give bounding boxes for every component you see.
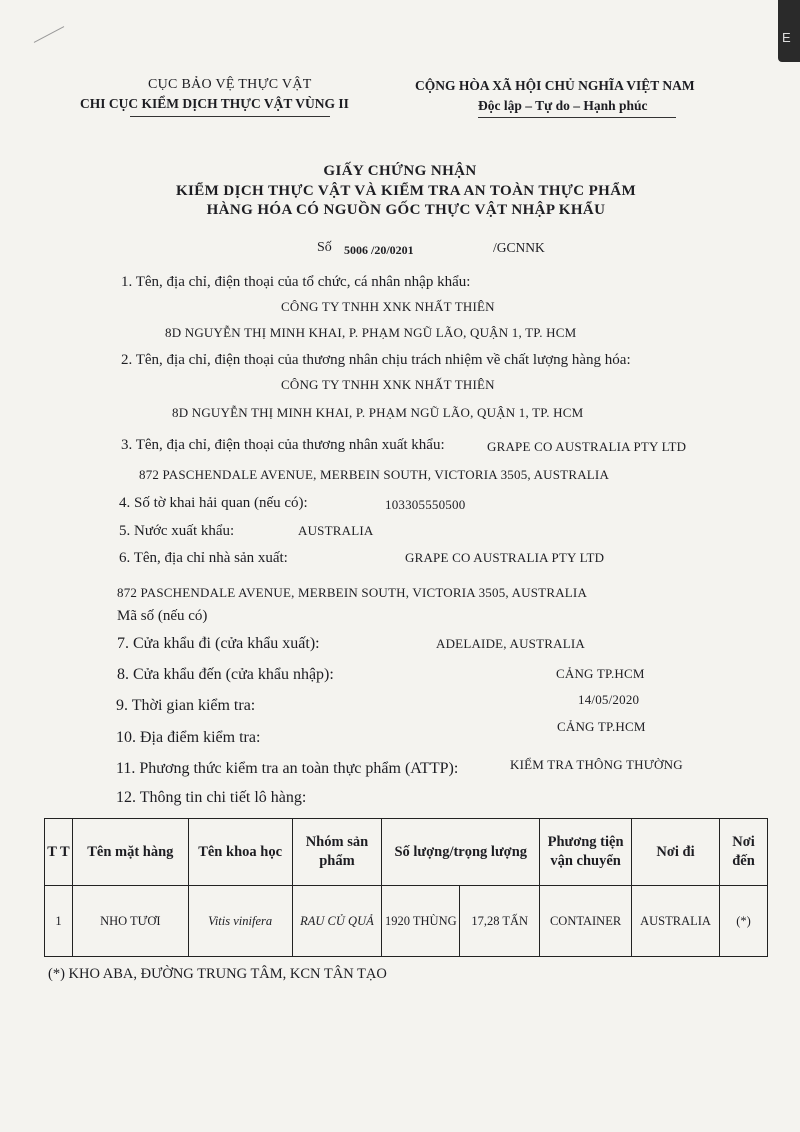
cell-transport: CONTAINER	[540, 886, 632, 957]
item-2-label: 2. Tên, địa chỉ, điện thoại của thương nhân chịu trách nhiệm về chất lượng hàng hóa:	[121, 352, 631, 368]
item-7-label: 7. Cửa khẩu đi (cửa khẩu xuất):	[117, 635, 320, 652]
corner-mark: E	[782, 30, 791, 45]
col-header-to: Nơi đến	[720, 819, 768, 886]
table-row	[45, 886, 768, 957]
item-2-address: 8D NGUYỄN THỊ MINH KHAI, P. PHẠM NGŨ LÃO, QUẬN 1, TP. HCM	[172, 405, 584, 420]
doc-title-1: GIẤY CHỨNG NHẬN	[323, 163, 477, 179]
cert-number-suffix: /GCNNK	[493, 240, 545, 255]
pencil-mark	[34, 26, 64, 43]
col-header-tt: T T	[45, 819, 73, 886]
branch-name: CHI CỤC KIỂM DỊCH THỰC VẬT VÙNG II	[80, 96, 349, 111]
cell-weight: 17,28 TẤN	[460, 886, 540, 957]
country-motto: Độc lập – Tự do – Hạnh phúc	[478, 98, 648, 113]
item-6-address: 872 PASCHENDALE AVENUE, MERBEIN SOUTH, VICTORIA 3505, AUSTRALIA	[117, 585, 588, 600]
item-9-value: 14/05/2020	[578, 692, 640, 707]
cell-group: RAU CỦ QUẢ	[292, 886, 382, 957]
cert-number: 5006 /20/0201	[344, 243, 414, 257]
col-header-name: Tên mặt hàng	[72, 819, 188, 886]
col-header-from: Nơi đi	[632, 819, 720, 886]
item-7-value: ADELAIDE, AUSTRALIA	[436, 636, 585, 651]
col-header-transport: Phương tiện vận chuyển	[540, 819, 632, 886]
footnote: (*) KHO ABA, ĐƯỜNG TRUNG TÂM, KCN TÂN TẠO	[48, 966, 387, 982]
branch-underline	[130, 116, 330, 117]
item-10-label: 10. Địa điểm kiểm tra:	[116, 729, 261, 746]
item-9-label: 9. Thời gian kiểm tra:	[116, 697, 256, 714]
cell-sci: Vitis vinifera	[188, 886, 292, 957]
doc-title-3: HÀNG HÓA CÓ NGUỒN GỐC THỰC VẬT NHẬP KHẨU	[206, 202, 606, 218]
cell-from: AUSTRALIA	[632, 886, 720, 957]
item-6-code-label: Mã số (nếu có)	[117, 608, 208, 624]
table-header-row	[45, 819, 768, 886]
item-5-label: 5. Nước xuất khẩu:	[119, 523, 235, 539]
cell-to: (*)	[720, 886, 768, 957]
item-10-value: CẢNG TP.HCM	[557, 719, 646, 734]
item-2-name: CÔNG TY TNHH XNK NHẤT THIÊN	[281, 377, 495, 392]
cell-name: NHO TƯƠI	[72, 886, 188, 957]
item-6-name: GRAPE CO AUSTRALIA PTY LTD	[405, 550, 605, 565]
item-5-value: AUSTRALIA	[298, 523, 374, 538]
item-4-label: 4. Số tờ khai hải quan (nếu có):	[119, 495, 308, 511]
item-1-label: 1. Tên, địa chỉ, điện thoại của tổ chức, cá nhân nhập khẩu:	[121, 274, 471, 290]
doc-title-2: KIỂM DỊCH THỰC VẬT VÀ KIỂM TRA AN TOÀN THỰC PHẨM	[175, 183, 637, 199]
item-3-name: GRAPE CO AUSTRALIA PTY LTD	[487, 439, 687, 454]
item-1-address: 8D NGUYỄN THỊ MINH KHAI, P. PHẠM NGŨ LÃO, QUẬN 1, TP. HCM	[165, 325, 577, 340]
col-header-sci: Tên khoa học	[188, 819, 292, 886]
item-3-label: 3. Tên, địa chỉ, điện thoại của thương nhân xuất khẩu:	[121, 437, 445, 453]
item-11-value: KIỂM TRA THÔNG THƯỜNG	[510, 757, 683, 772]
item-8-value: CẢNG TP.HCM	[556, 666, 645, 681]
item-12-label: 12. Thông tin chi tiết lô hàng:	[116, 789, 307, 806]
col-header-group: Nhóm sản phẩm	[292, 819, 382, 886]
item-4-value: 103305550500	[385, 497, 466, 512]
item-3-address: 872 PASCHENDALE AVENUE, MERBEIN SOUTH, VICTORIA 3505, AUSTRALIA	[139, 467, 610, 482]
cell-qty: 1920 THÙNG	[382, 886, 460, 957]
cell-tt: 1	[45, 886, 73, 957]
cert-number-label: Số	[317, 240, 332, 255]
motto-underline	[478, 117, 676, 118]
col-header-qty: Số lượng/trọng lượng	[382, 819, 540, 886]
item-1-name: CÔNG TY TNHH XNK NHẤT THIÊN	[281, 299, 495, 314]
item-11-label: 11. Phương thức kiểm tra an toàn thực phẩm (ATTP):	[116, 760, 459, 777]
item-8-label: 8. Cửa khẩu đến (cửa khẩu nhập):	[117, 666, 334, 683]
country-name: CỘNG HÒA XÃ HỘI CHỦ NGHĨA VIỆT NAM	[415, 78, 695, 93]
shipment-table	[44, 818, 768, 957]
item-6-label: 6. Tên, địa chỉ nhà sản xuất:	[119, 550, 288, 566]
page-corner-tab	[778, 0, 800, 62]
agency-name: CỤC BẢO VỆ THỰC VẬT	[148, 77, 312, 92]
